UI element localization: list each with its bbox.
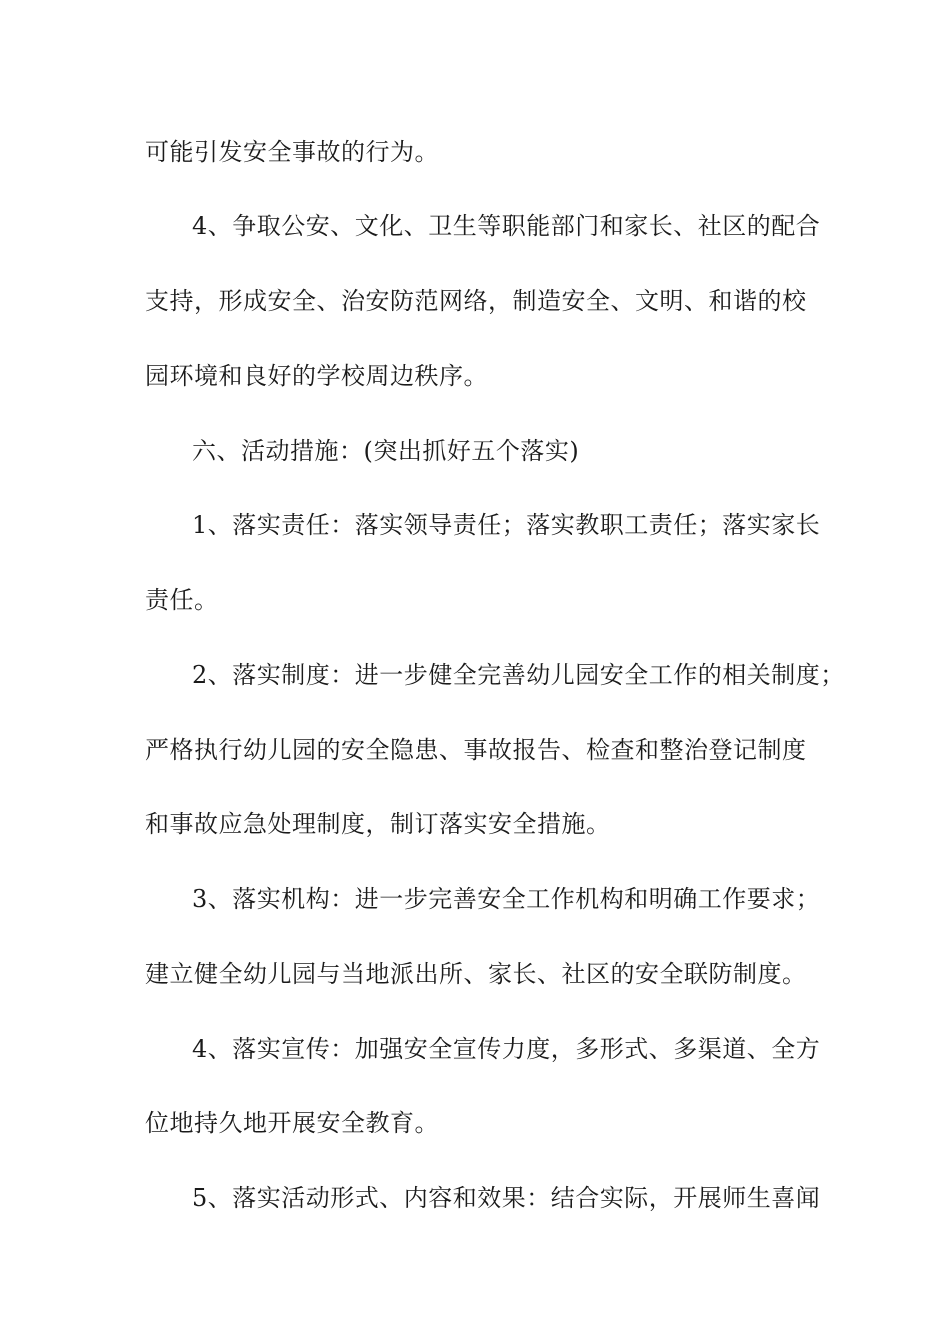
section-heading: 六、活动措施：(突出抓好五个落实) (192, 437, 580, 465)
text-line: 1、落实责任：落实领导责任；落实教职工责任；落实家长 (192, 511, 821, 539)
text-line: 支持，形成安全、治安防范网络，制造安全、文明、和谐的校 (145, 287, 807, 315)
text-line: 4、落实宣传：加强安全宣传力度，多形式、多渠道、全方 (192, 1035, 821, 1063)
text-line: 责任。 (145, 586, 219, 614)
text-line: 严格执行幼儿园的安全隐患、事故报告、检查和整治登记制度 (145, 736, 807, 764)
text-line: 2、落实制度：进一步健全完善幼儿园安全工作的相关制度； (192, 661, 845, 689)
text-line: 3、落实机构：进一步完善安全工作机构和明确工作要求； (192, 885, 821, 913)
text-line: 园环境和良好的学校周边秩序。 (145, 362, 488, 390)
text-line: 建立健全幼儿园与当地派出所、家长、社区的安全联防制度。 (145, 960, 807, 988)
text-line: 可能引发安全事故的行为。 (145, 138, 439, 166)
text-line: 和事故应急处理制度，制订落实安全措施。 (145, 810, 611, 838)
text-line: 位地持久地开展安全教育。 (145, 1109, 439, 1137)
text-line: 5、落实活动形式、内容和效果：结合实际，开展师生喜闻 (192, 1184, 821, 1212)
text-line: 4、争取公安、文化、卫生等职能部门和家长、社区的配合 (192, 212, 821, 240)
